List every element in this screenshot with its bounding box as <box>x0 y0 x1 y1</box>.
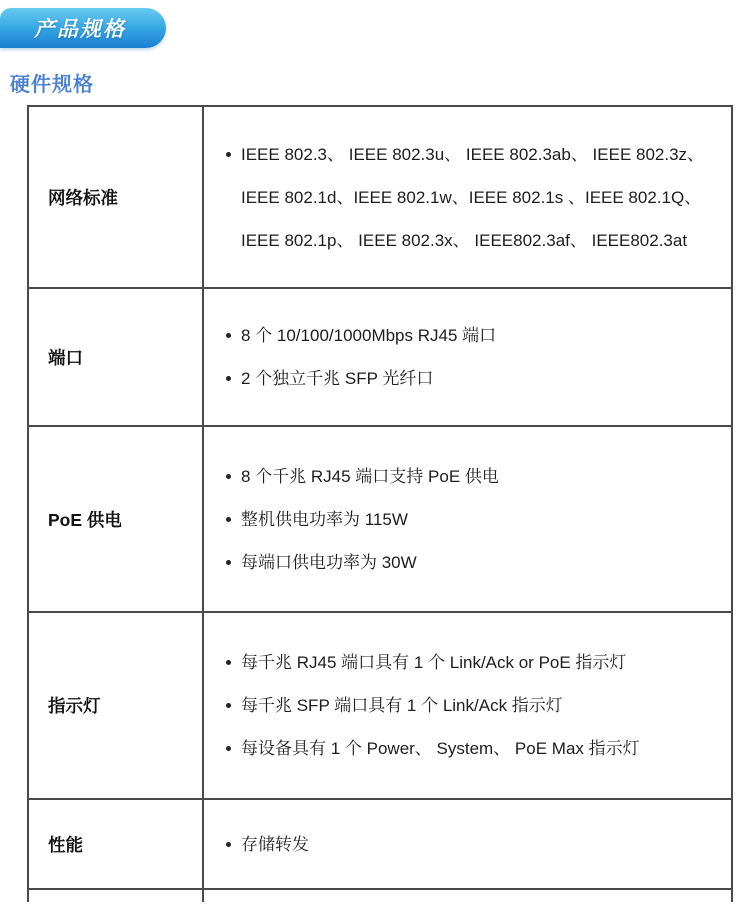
row-content <box>204 890 731 902</box>
spec-item: 每千兆 RJ45 端口具有 1 个 Link/Ack or PoE 指示灯 <box>224 641 717 684</box>
spec-item: IEEE 802.3、 IEEE 802.3u、 IEEE 802.3ab、 IEEE 802.3z、 IEEE 802.1d、IEEE 802.1w、IEEE 802.1s 、IEEE 802.1Q、 IEEE 802.1p、 IEEE 802.3x、 IEEE802.3af、 IEEE802.3at <box>224 133 717 262</box>
spec-list <box>224 823 717 866</box>
row-label: 指示灯 <box>29 613 204 798</box>
row-label: 性能 <box>29 800 204 888</box>
row-label: 网络标准 <box>29 107 204 287</box>
spec-list <box>224 455 717 584</box>
spec-item: 2 个独立千兆 SFP 光纤口 <box>224 357 717 400</box>
row-content <box>204 613 731 798</box>
table-row-poe-power <box>29 427 731 613</box>
row-content <box>204 289 731 425</box>
spec-item: 8 个千兆 RJ45 端口支持 PoE 供电 <box>224 455 717 498</box>
table-row-indicators <box>29 613 731 800</box>
spec-item: 每设备具有 1 个 Power、 System、 PoE Max 指示灯 <box>224 727 717 770</box>
row-content <box>204 107 731 287</box>
spec-item: 整机供电功率为 115W <box>224 498 717 541</box>
spec-list <box>224 641 717 770</box>
table-row-network-standards <box>29 107 731 289</box>
row-label <box>29 890 204 902</box>
product-specs-badge <box>0 8 166 48</box>
row-content <box>204 427 731 611</box>
row-label: 端口 <box>29 289 204 425</box>
table-row-ports <box>29 289 731 427</box>
table-row-clipped <box>29 890 731 902</box>
spec-list <box>224 133 717 262</box>
row-label: PoE 供电 <box>29 427 204 611</box>
spec-list <box>224 314 717 400</box>
section-title: 硬件规格 <box>10 74 94 96</box>
spec-item: 每端口供电功率为 30W <box>224 541 717 584</box>
row-content <box>204 800 731 888</box>
spec-item: 8 个 10/100/1000Mbps RJ45 端口 <box>224 314 717 357</box>
badge-label: 产品规格 <box>34 18 126 41</box>
table-row-performance <box>29 800 731 890</box>
spec-table <box>27 105 733 902</box>
spec-item: 存储转发 <box>224 823 717 866</box>
spec-item: 每千兆 SFP 端口具有 1 个 Link/Ack 指示灯 <box>224 684 717 727</box>
